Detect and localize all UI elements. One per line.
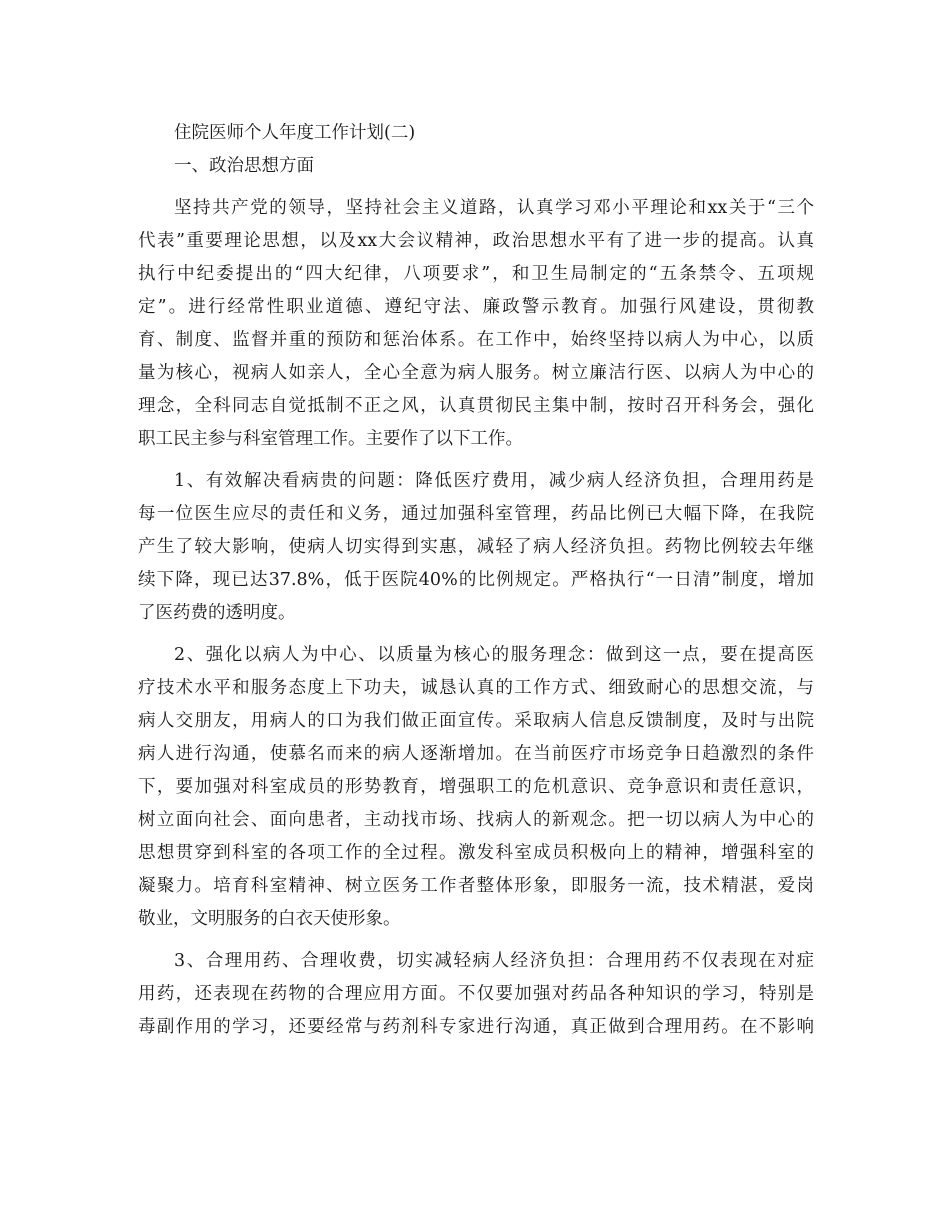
paragraph-line: 毒副作用的学习，还要经常与药剂科专家进行沟通，真正做到合理用药。在不影响 — [138, 1017, 814, 1037]
paragraph-line: 思想贯穿到科室的各项工作的全过程。激发科室成员积极向上的精神，增强科室的 — [138, 843, 814, 863]
paragraph-line: 用药，还表现在药物的合理应用方面。不仅要加强对药品各种知识的学习，特别是 — [138, 984, 814, 1004]
paragraph-patient-centered — [138, 639, 814, 936]
paragraph-reduce-costs — [138, 465, 814, 630]
paragraph-line: 疗技术水平和服务态度上下功夫，诚恳认真的工作方式、细致耐心的思想交流，与 — [138, 678, 814, 698]
paragraph-line: 代表”重要理论思想，以及xx大会议精神，政治思想水平有了进一步的提高。认真 — [138, 231, 814, 251]
paragraph-line: 了医药费的透明度。 — [138, 603, 296, 623]
paragraph-line: 育、制度、监督并重的预防和惩治体系。在工作中，始终坚持以病人为中心，以质 — [138, 330, 814, 350]
paragraph-line: 3、合理用药、合理收费，切实减轻病人经济负担：合理用药不仅表现在对症 — [174, 951, 814, 971]
section-heading-political: 一、政治思想方面 — [174, 156, 314, 176]
document-title: 住院医师个人年度工作计划(二) — [174, 123, 416, 143]
paragraph-line: 坚持共产党的领导，坚持社会主义道路，认真学习邓小平理论和xx关于“三个 — [174, 198, 814, 218]
paragraph-line: 执行中纪委提出的“四大纪律，八项要求”，和卫生局制定的“五条禁令、五项规 — [138, 264, 814, 284]
paragraph-line: 每一位医生应尽的责任和义务，通过加强科室管理，药品比例已大幅下降，在我院 — [138, 504, 814, 524]
paragraph-line: 1、有效解决看病贵的问题：降低医疗费用，减少病人经济负担，合理用药是 — [174, 471, 814, 491]
paragraph-line: 凝聚力。培育科室精神、树立医务工作者整体形象，即服务一流，技术精湛，爱岗 — [138, 876, 814, 896]
paragraph-line: 理念，全科同志自觉抵制不正之风，认真贯彻民主集中制，按时召开科务会，强化 — [138, 396, 814, 416]
paragraph-line: 树立面向社会、面向患者，主动找市场、找病人的新观念。把一切以病人为中心的 — [138, 810, 814, 830]
paragraph-line: 续下降，现已达37.8%，低于医院40%的比例规定。严格执行“一日清”制度，增加 — [138, 570, 814, 590]
paragraph-line: 病人交朋友，用病人的口为我们做正面宣传。采取病人信息反馈制度，及时与出院 — [138, 711, 814, 731]
paragraph-line: 下，要加强对科室成员的形势教育，增强职工的危机意识、竞争意识和责任意识， — [138, 777, 814, 797]
paragraph-line: 定”。进行经常性职业道德、遵纪守法、廉政警示教育。加强行风建设，贯彻教 — [138, 297, 814, 317]
paragraph-line: 职工民主参与科室管理工作。主要作了以下工作。 — [138, 429, 523, 449]
paragraph-rational-medication — [138, 945, 814, 1044]
paragraph-line: 病人进行沟通，使慕名而来的病人逐渐增加。在当前医疗市场竞争日趋激烈的条件 — [138, 744, 814, 764]
paragraph-line: 敬业，文明服务的白衣天使形象。 — [138, 909, 401, 929]
paragraph-political-thought — [138, 192, 814, 456]
paragraph-line: 量为核心，视病人如亲人，全心全意为病人服务。树立廉洁行医、以病人为中心的 — [138, 363, 814, 383]
paragraph-line: 产生了较大影响，使病人切实得到实惠，减轻了病人经济负担。药物比例较去年继 — [138, 537, 814, 557]
paragraph-line: 2、强化以病人为中心、以质量为核心的服务理念：做到这一点，要在提高医 — [174, 645, 814, 665]
document-body — [138, 117, 814, 1044]
